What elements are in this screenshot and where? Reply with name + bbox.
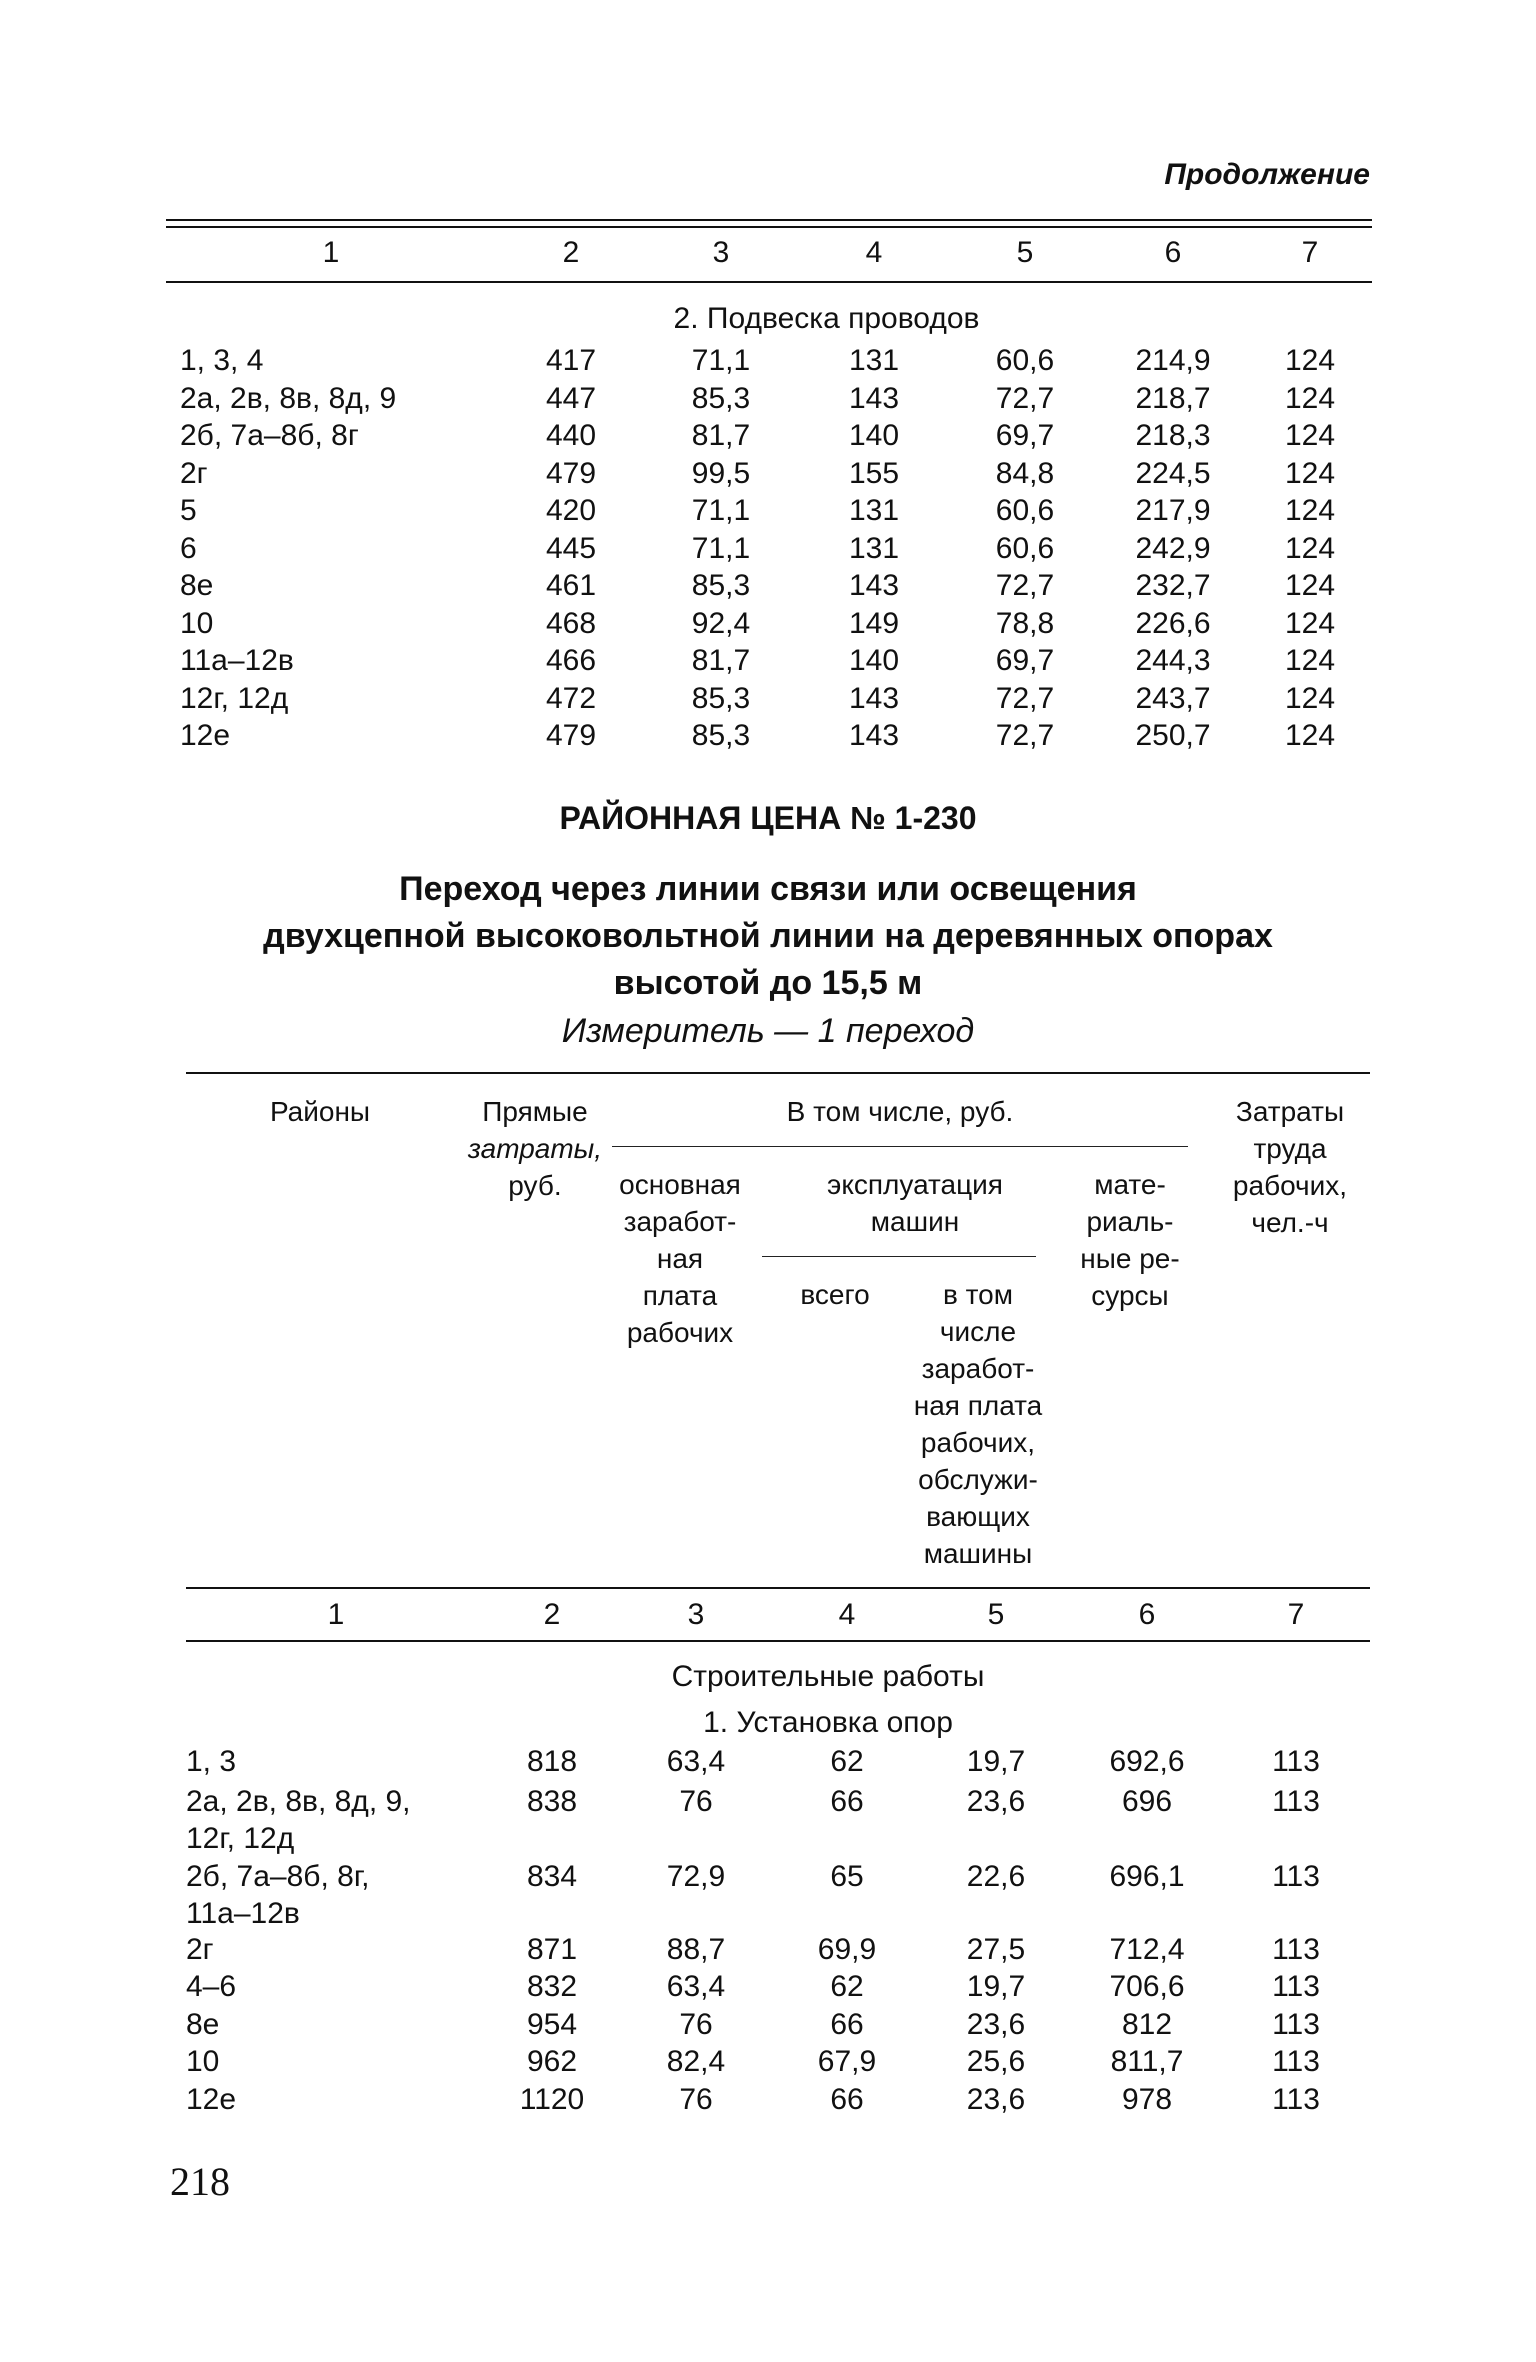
value-cell: 140 [848,644,900,677]
region-cell [186,2008,486,2042]
region-cell: 8е [180,569,214,602]
value-cell: 834 [526,1859,578,1893]
table1-column-numbers [166,236,1372,270]
table1-header-rule [166,281,1372,283]
value-cell: 1120 [519,2082,585,2116]
column-number: 4 [865,236,883,269]
heading-line: высотой до 15,5 м [613,964,923,1002]
region-cell: 12е [180,719,231,752]
main-heading [0,866,1536,1007]
price-title: РАЙОННАЯ ЦЕНА № 1-230 [559,800,977,836]
region-cell [186,1783,486,1858]
table-row [166,419,1372,457]
value-cell: 232,7 [1135,569,1211,602]
table-row [166,457,1372,495]
region-line: 12е [186,2082,237,2116]
value-cell: 23,6 [966,2007,1026,2041]
value-cell: 140 [848,419,900,452]
column-number: 7 [1301,236,1319,269]
value-cell: 72,9 [666,1859,726,1893]
value-cell: 85,3 [691,719,751,752]
value-cell: 69,7 [995,644,1055,677]
table-row [166,719,1372,757]
table1-section-title [166,302,1372,336]
value-cell: 461 [545,569,597,602]
column-number: 5 [987,1598,1005,1631]
value-cell: 124 [1284,531,1336,565]
value-cell: 143 [848,569,900,602]
subsection-title: 1. Установка опор [703,1706,953,1739]
value-cell: 113 [1272,1745,1320,1778]
value-cell: 124 [1284,494,1336,527]
value-cell: 113 [1272,2007,1320,2041]
header-line: вающих [926,1501,1030,1532]
header-machines [770,1166,1060,1240]
table-row [186,1933,1370,1971]
region-line: 2а, 2в, 8в, 8д, 9, [186,1784,411,1818]
value-cell: 417 [545,344,597,377]
value-cell: 113 [1272,2045,1320,2078]
measure-unit: Измеритель — 1 переход [561,1012,975,1050]
region-cell: 2г [180,456,208,490]
header-wages [600,1166,760,1351]
value-cell: 62 [830,1970,864,2003]
value-cell: 954 [526,2007,578,2041]
table-row [166,344,1372,382]
region-cell: 5 [180,494,197,527]
value-cell: 832 [526,1970,578,2003]
table1-top-rule-2 [166,226,1372,228]
section-title: 2. Подвеска проводов [673,302,980,335]
table-row [166,682,1372,720]
header-line: плата [642,1280,718,1311]
table1-body [166,344,1372,757]
value-cell: 63,4 [666,1970,726,2003]
value-cell: 143 [848,719,900,752]
header-line: рабочих, [920,1427,1036,1458]
value-cell: 871 [526,1932,578,1966]
value-cell: 60,6 [995,494,1055,527]
header-line: эксплуатация [827,1169,1003,1200]
value-cell: 420 [545,494,597,527]
section-title: Строительные работы [671,1660,985,1693]
header-line: основная [619,1169,741,1200]
header-line: сурсы [1091,1280,1169,1311]
column-number: 3 [687,1598,705,1631]
value-cell: 131 [848,494,900,527]
value-cell: 113 [1272,1859,1320,1893]
column-number: 7 [1287,1598,1305,1631]
value-cell: 76 [679,1784,713,1818]
value-cell: 113 [1272,1784,1320,1818]
value-cell: 27,5 [966,1932,1026,1966]
value-cell: 92,4 [691,606,751,640]
region-cell [186,1933,486,1967]
value-cell: 143 [848,381,900,415]
header-line: руб. [508,1170,562,1201]
value-cell: 124 [1284,569,1336,602]
table-row [166,532,1372,570]
value-cell: 67,9 [817,2045,877,2078]
table2-section-titles [186,1654,1370,1746]
column-number: 3 [712,236,730,269]
value-cell: 447 [545,381,597,415]
header-line: Прямые [482,1096,588,1127]
header-regions: Районы [269,1096,371,1127]
value-cell: 113 [1272,2082,1320,2116]
region-line: 2г [186,1932,214,1966]
value-cell: 81,7 [691,419,751,452]
value-cell: 124 [1284,456,1336,490]
header-line: ная плата [913,1390,1043,1421]
column-number: 6 [1164,236,1182,269]
value-cell: 242,9 [1135,531,1211,565]
value-cell: 76 [679,2082,713,2116]
heading-line: двухцепной высоковольтной линии на деревянных опорах [263,917,1273,955]
value-cell: 472 [545,681,597,715]
region-cell: 12г, 12д [180,681,289,715]
value-cell: 838 [526,1784,578,1818]
value-cell: 214,9 [1135,344,1211,377]
value-cell: 63,4 [666,1745,726,1778]
header-line: числе [939,1316,1017,1347]
value-cell: 244,3 [1135,644,1211,677]
region-line: 8е [186,2007,220,2041]
value-cell: 124 [1284,419,1336,452]
region-cell: 2б, 7а–8б, 8г [180,419,359,452]
table-row [186,1783,1370,1858]
value-cell: 124 [1284,681,1336,715]
table-row [186,1858,1370,1933]
table-row [166,494,1372,532]
value-cell: 85,3 [691,569,751,602]
value-cell: 706,6 [1109,1970,1185,2003]
value-cell: 712,4 [1109,1932,1185,1966]
column-number: 1 [322,236,340,269]
value-cell: 72,7 [995,681,1055,715]
value-cell: 76 [679,2007,713,2041]
value-cell: 69,9 [817,1932,877,1966]
value-cell: 243,7 [1135,681,1211,715]
value-cell: 440 [545,419,597,452]
header-direct-costs [455,1093,615,1204]
value-cell: 62 [830,1745,864,1778]
value-cell: 445 [545,531,597,565]
value-cell: 696,1 [1109,1859,1185,1893]
header-line: Затраты [1235,1096,1345,1127]
value-cell: 25,6 [966,2045,1026,2078]
region-line: 2б, 7а–8б, 8г, [186,1859,370,1893]
value-cell: 217,9 [1135,494,1211,527]
region-line: 1, 3 [186,1745,237,1778]
region-cell: 11а–12в [180,644,294,677]
table-row [186,1970,1370,2008]
value-cell: 72,7 [995,381,1055,415]
header-machines-total: всего [800,1279,870,1310]
value-cell: 692,6 [1109,1745,1185,1778]
value-cell: 811,7 [1110,2045,1184,2078]
table-row [166,382,1372,420]
value-cell: 818 [526,1745,578,1778]
header-including-rule [612,1146,1188,1147]
table-row [166,607,1372,645]
value-cell: 71,1 [691,531,751,565]
value-cell: 149 [848,606,900,640]
header-labor [1210,1093,1370,1241]
value-cell: 19,7 [966,1745,1026,1778]
value-cell: 466 [545,644,597,677]
column-number: 6 [1138,1598,1156,1631]
header-line: затраты, [467,1133,603,1164]
value-cell: 696 [1121,1784,1173,1818]
value-cell: 224,5 [1135,456,1211,490]
value-cell: 978 [1121,2082,1173,2116]
table-row [166,569,1372,607]
region-line: 4–6 [186,1970,237,2003]
header-line: рабочих [626,1317,734,1348]
table2-body [186,1745,1370,2120]
region-cell [186,2045,486,2079]
heading-line: Переход через линии связи или освещения [399,870,1137,908]
page-number: 218 [170,2159,230,2204]
value-cell: 66 [830,2007,864,2041]
value-cell: 124 [1284,719,1336,752]
value-cell: 66 [830,2082,864,2116]
value-cell: 812 [1121,2007,1173,2041]
header-line: заработ- [921,1353,1035,1384]
column-number: 5 [1016,236,1034,269]
value-cell: 78,8 [995,606,1055,640]
value-cell: 131 [848,531,900,565]
value-cell: 962 [526,2045,578,2078]
value-cell: 113 [1272,1932,1320,1966]
table2-top-rule [186,1072,1370,1074]
value-cell: 66 [830,1784,864,1818]
value-cell: 81,7 [691,644,751,677]
table2-numbers-rule [186,1640,1370,1642]
value-cell: 218,7 [1135,381,1211,415]
table-row [186,2045,1370,2083]
value-cell: 131 [848,344,900,377]
value-cell: 124 [1284,344,1336,377]
value-cell: 250,7 [1135,719,1211,752]
value-cell: 72,7 [995,569,1055,602]
value-cell: 71,1 [691,344,751,377]
value-cell: 218,3 [1135,419,1211,452]
value-cell: 71,1 [691,494,751,527]
value-cell: 124 [1284,644,1336,677]
value-cell: 468 [545,606,597,640]
value-cell: 22,6 [966,1859,1026,1893]
region-cell: 10 [180,606,214,640]
value-cell: 143 [848,681,900,715]
column-number: 2 [562,236,580,269]
header-line: ные ре- [1080,1243,1180,1274]
value-cell: 65 [830,1859,864,1893]
table2-header-bottom-rule [186,1587,1370,1589]
value-cell: 479 [545,456,597,490]
region-line: 11а–12в [186,1897,300,1930]
value-cell: 72,7 [995,719,1055,752]
table2-column-numbers [186,1598,1370,1632]
header-materials [1060,1166,1200,1314]
value-cell: 23,6 [966,1784,1026,1818]
region-cell: 6 [180,531,197,565]
value-cell: 84,8 [995,456,1055,490]
region-cell [186,2083,486,2117]
header-line: в том [943,1279,1013,1310]
value-cell: 60,6 [995,344,1055,377]
header-machines-rule [762,1256,1036,1257]
region-cell [186,1858,486,1933]
value-cell: 88,7 [666,1932,726,1966]
region-cell: 1, 3, 4 [180,344,264,377]
region-cell [186,1745,486,1779]
value-cell: 23,6 [966,2082,1026,2116]
column-number: 4 [838,1598,856,1631]
header-machine-wages [898,1276,1058,1572]
table-row [186,2083,1370,2121]
header-line: мате- [1094,1169,1166,1200]
table-row [186,1745,1370,1783]
header-line: чел.-ч [1251,1207,1329,1238]
region-cell: 2а, 2в, 8в, 8д, 9 [180,381,397,415]
header-line: ная [656,1243,704,1274]
value-cell: 113 [1272,1970,1320,2003]
value-cell: 99,5 [691,456,751,490]
header-line: обслужи- [918,1464,1038,1495]
table-row [186,2008,1370,2046]
header-including: В том числе, руб. [786,1096,1014,1127]
value-cell: 124 [1284,606,1336,640]
value-cell: 19,7 [966,1970,1026,2003]
column-number: 2 [543,1598,561,1631]
region-cell [186,1970,486,2004]
value-cell: 82,4 [666,2045,726,2078]
value-cell: 479 [545,719,597,752]
header-line: машин [870,1206,960,1237]
header-line: заработ- [623,1206,737,1237]
value-cell: 155 [848,456,900,490]
value-cell: 85,3 [691,381,751,415]
value-cell: 226,6 [1135,606,1211,640]
table-row [166,644,1372,682]
header-line: риаль- [1086,1206,1174,1237]
value-cell: 85,3 [691,681,751,715]
value-cell: 69,7 [995,419,1055,452]
header-line: рабочих, [1232,1170,1348,1201]
continuation-label: Продолжение [1164,158,1370,191]
value-cell: 60,6 [995,531,1055,565]
table1-top-rule [166,219,1372,221]
header-line: труда [1253,1133,1327,1164]
region-line: 10 [186,2045,220,2078]
header-line: машины [923,1538,1033,1569]
region-line: 12г, 12д [186,1822,295,1855]
column-number: 1 [327,1598,345,1631]
value-cell: 124 [1284,381,1336,415]
